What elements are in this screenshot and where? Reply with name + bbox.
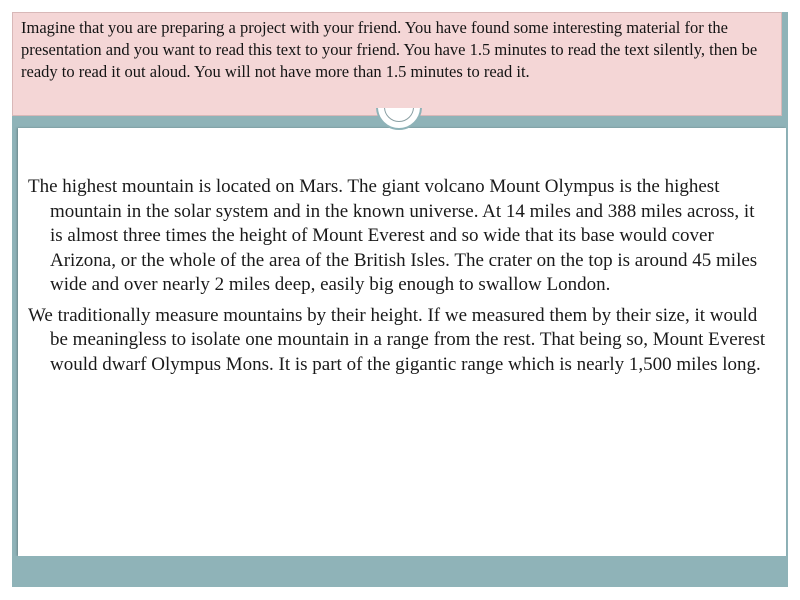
- instruction-box: [12, 12, 782, 116]
- passage-paragraph-2: We traditionally measure mountains by their height. If we measured them by their size, it would be meaningless to isolate one mountain in a range from the rest. That being so, Mount Everest would dwarf Olympus Mons. It is part of the gigantic range which is nearly 1,500 miles long.: [28, 304, 766, 375]
- circle-ornament-icon: [376, 108, 422, 130]
- passage-paragraph-1: The highest mountain is located on Mars. The giant volcano Mount Olympus is the highest mountain in the solar system and in the known universe. At 14 miles and 388 miles across, it is almost three times the height of Mount Everest and so wide that its base would cover Arizona, or the whole of the area of the British Isles. The crater on the top is around 45 miles wide and over nearly 2 miles deep, easily big enough to swallow London.: [28, 176, 758, 295]
- instruction-text: Imagine that you are preparing a project with your friend. You have found some interesting material for the presentation and you want to read this text to your friend. You have 1.5 minutes to read the text silently, then be ready to read it out aloud. You will not have more than 1.5 minutes to read it.: [21, 18, 758, 81]
- footer-bar: [12, 556, 788, 587]
- reading-passage: [28, 175, 768, 383]
